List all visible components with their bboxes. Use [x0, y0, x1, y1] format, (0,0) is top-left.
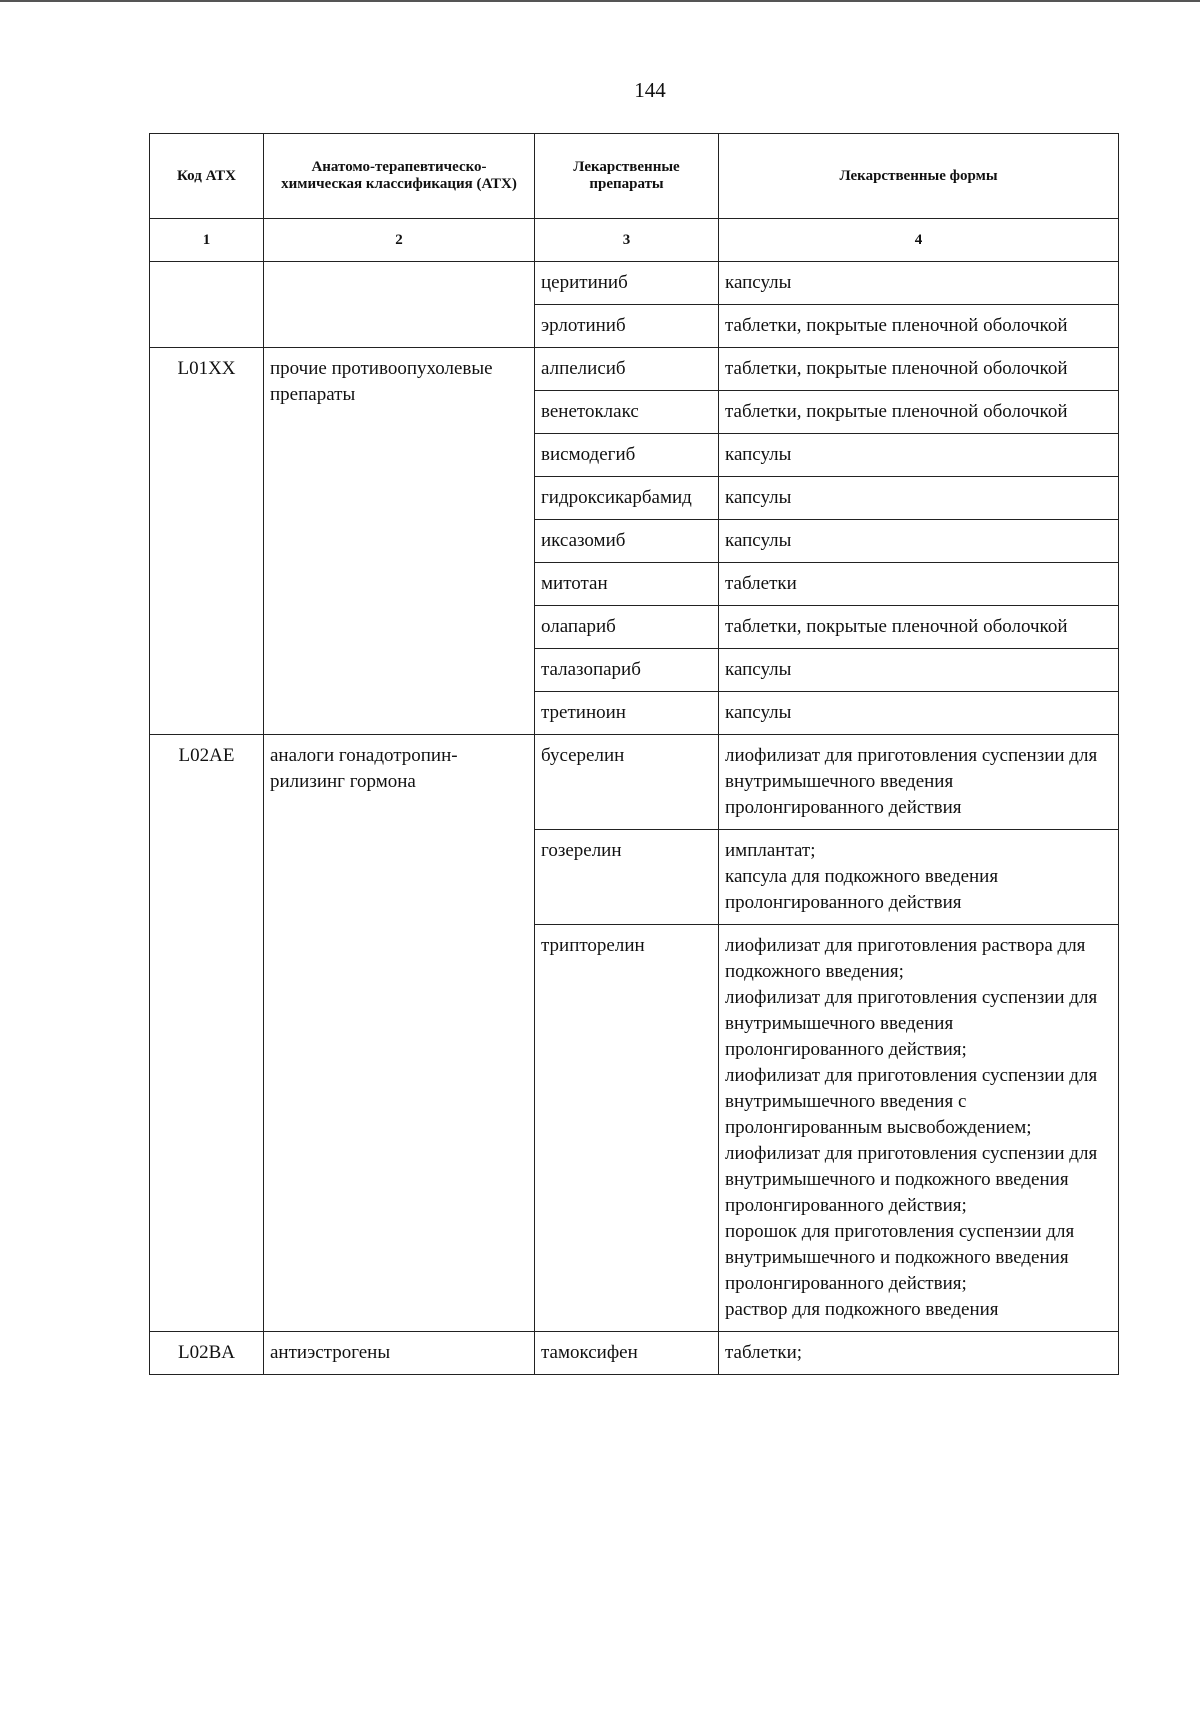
dosage-form-line: капсулы	[725, 444, 792, 465]
dosage-forms-cell	[719, 305, 1119, 348]
column-number-row	[150, 219, 1119, 262]
dosage-form-line: имплантат;	[725, 840, 816, 861]
atc-classification-cell: антиэстрогены	[264, 1332, 535, 1375]
header-row	[150, 134, 1119, 219]
dosage-form-line: раствор для подкожного введения	[725, 1299, 999, 1320]
dosage-form-line: лиофилизат для приготовления суспензии для внутримышечного введения с пролонгированным высвобождением;	[725, 1065, 1098, 1138]
drug-name-cell: гозерелин	[535, 830, 719, 925]
drug-name-cell: алпелисиб	[535, 348, 719, 391]
drug-name-cell: бусерелин	[535, 735, 719, 830]
drug-name-cell: иксазомиб	[535, 520, 719, 563]
dosage-forms-cell	[719, 391, 1119, 434]
dosage-form-line: таблетки, покрытые пленочной оболочкой	[725, 401, 1068, 422]
dosage-forms-cell	[719, 563, 1119, 606]
drug-name-cell: висмодегиб	[535, 434, 719, 477]
dosage-form-line: лиофилизат для приготовления суспензии для внутримышечного введения пролонгированного действия;	[725, 987, 1098, 1060]
dosage-forms-cell	[719, 477, 1119, 520]
drug-name-cell: олапариб	[535, 606, 719, 649]
dosage-form-line: капсулы	[725, 659, 792, 680]
drug-name-cell: гидроксикарбамид	[535, 477, 719, 520]
atc-classification-cell: прочие противоопухолевые препараты	[264, 348, 535, 735]
dosage-forms-cell	[719, 735, 1119, 830]
drug-name-cell: митотан	[535, 563, 719, 606]
dosage-forms-cell	[719, 925, 1119, 1332]
dosage-forms-cell	[719, 830, 1119, 925]
drug-name-cell: венетоклакс	[535, 391, 719, 434]
dosage-forms-cell	[719, 434, 1119, 477]
drug-name-cell: церитиниб	[535, 262, 719, 305]
dosage-form-line: порошок для приготовления суспензии для внутримышечного и подкожного введения пролонгированного действия;	[725, 1221, 1075, 1294]
dosage-form-line: капсулы	[725, 530, 792, 551]
dosage-forms-cell	[719, 692, 1119, 735]
drug-name-cell: третиноин	[535, 692, 719, 735]
column-number: 4	[719, 219, 1119, 262]
drug-name-cell: тамоксифен	[535, 1332, 719, 1375]
column-number: 1	[150, 219, 264, 262]
dosage-form-line: лиофилизат для приготовления суспензии для внутримышечного введения пролонгированного действия	[725, 745, 1098, 818]
table-row	[150, 1332, 1119, 1375]
header-dosage-forms: Лекарственные формы	[719, 134, 1119, 219]
dosage-form-line: таблетки;	[725, 1342, 803, 1363]
atc-code-cell: L02AE	[150, 735, 264, 1332]
drug-classification-table	[149, 133, 1119, 1375]
dosage-forms-cell	[719, 348, 1119, 391]
dosage-forms-cell	[719, 606, 1119, 649]
dosage-form-line: лиофилизат для приготовления суспензии для внутримышечного и подкожного введения пролонгированного действия;	[725, 1143, 1098, 1216]
dosage-form-line: таблетки, покрытые пленочной оболочкой	[725, 616, 1068, 637]
dosage-form-line: таблетки, покрытые пленочной оболочкой	[725, 358, 1068, 379]
dosage-form-line: капсула для подкожного введения пролонгированного действия	[725, 866, 999, 913]
dosage-form-line: таблетки, покрытые пленочной оболочкой	[725, 315, 1068, 336]
column-number: 3	[535, 219, 719, 262]
dosage-form-line: капсулы	[725, 272, 792, 293]
table-body	[150, 262, 1119, 1375]
dosage-form-line: таблетки	[725, 573, 797, 594]
dosage-forms-cell	[719, 262, 1119, 305]
atc-code-cell: L01XX	[150, 348, 264, 735]
header-atc-code: Код АТХ	[150, 134, 264, 219]
atc-code-cell: L02BA	[150, 1332, 264, 1375]
header-drugs: Лекарственные препараты	[535, 134, 719, 219]
dosage-form-line: капсулы	[725, 487, 792, 508]
dosage-forms-cell	[719, 520, 1119, 563]
table-row	[150, 348, 1119, 391]
column-number: 2	[264, 219, 535, 262]
header-atc-classification: Анатомо-терапевтическо-химическая классификация (АТХ)	[264, 134, 535, 219]
drug-name-cell: талазопариб	[535, 649, 719, 692]
table-row	[150, 262, 1119, 305]
dosage-forms-cell	[719, 649, 1119, 692]
dosage-form-line: капсулы	[725, 702, 792, 723]
dosage-form-line: лиофилизат для приготовления раствора для подкожного введения;	[725, 935, 1086, 982]
drug-name-cell: трипторелин	[535, 925, 719, 1332]
atc-code-cell	[150, 262, 264, 348]
dosage-forms-cell	[719, 1332, 1119, 1375]
atc-classification-cell: аналоги гонадотропин-рилизинг гормона	[264, 735, 535, 1332]
atc-classification-cell	[264, 262, 535, 348]
page-number: 144	[634, 78, 666, 102]
table-row	[150, 735, 1119, 830]
drug-name-cell: эрлотиниб	[535, 305, 719, 348]
top-border-line	[0, 0, 1200, 2]
